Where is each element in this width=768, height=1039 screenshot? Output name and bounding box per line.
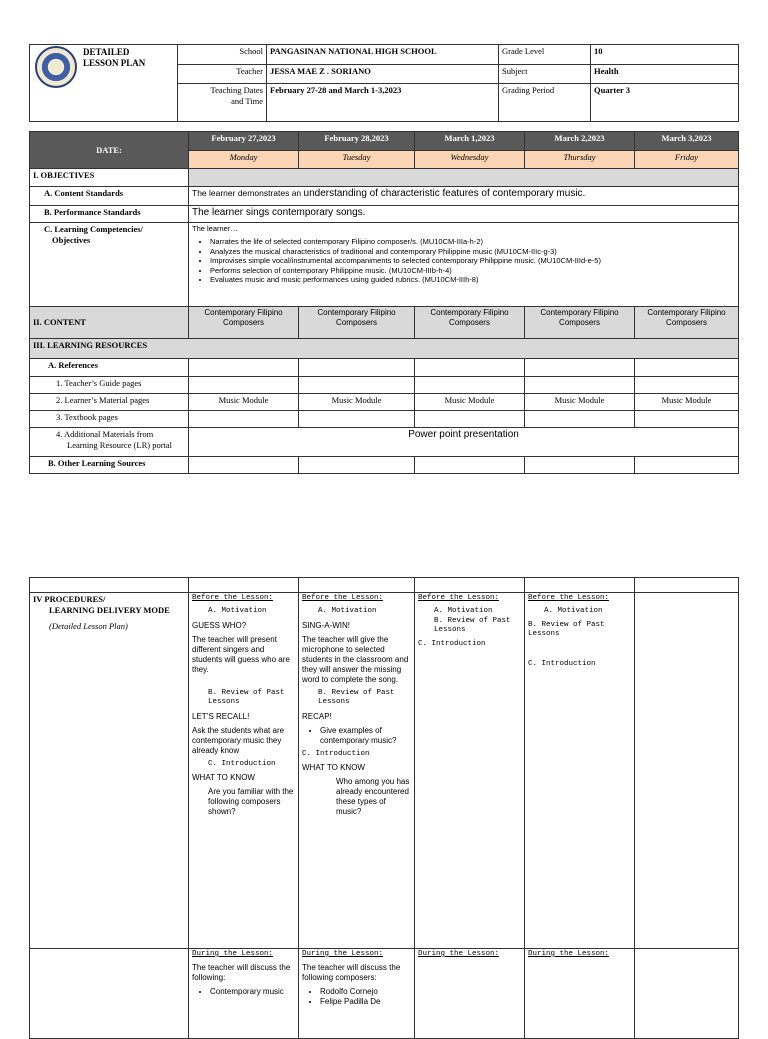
competencies-intro: The learner… — [192, 224, 238, 233]
deped-seal-icon — [35, 46, 77, 88]
motivation-tue: A. Motivation — [318, 607, 377, 616]
during-lesson-mon: During the Lesson: — [192, 950, 274, 958]
textbook-label: 3. Textbook pages — [30, 411, 189, 428]
references-label: A. References — [30, 359, 189, 377]
music-module-fri: Music Module — [635, 394, 739, 411]
date-col-4: March 2,2023 — [525, 132, 635, 151]
competencies-label-line1: C. Learning Competencies/ — [44, 224, 143, 234]
subject-label: Subject — [499, 65, 591, 84]
review-tue: B. Review of Past Lessons — [318, 688, 395, 707]
cell — [189, 377, 299, 394]
procedures-label-line1: IV PROCEDURES/ — [33, 594, 106, 604]
procedures-wednesday — [415, 593, 525, 949]
mon-activity-text: The teacher will present different singers and students will guess who are they. — [192, 634, 290, 674]
cell — [635, 457, 739, 474]
procedures-thursday — [525, 593, 635, 949]
motivation-thu: A. Motivation — [544, 607, 603, 616]
cell — [299, 578, 415, 593]
dates-value: February 27-28 and March 1-3,2023 — [267, 84, 499, 122]
date-col-3: March 1,2023 — [415, 132, 525, 151]
header-table — [29, 44, 739, 122]
ppt-value: Power point presentation — [189, 428, 739, 457]
cell — [30, 949, 189, 1039]
dates-label — [178, 84, 267, 122]
intro-thu: C. Introduction — [528, 659, 596, 668]
dates-label-line2: and Time — [231, 95, 263, 106]
subject-value: Health — [591, 65, 739, 84]
cell — [299, 359, 415, 377]
date-col-1: February 27,2023 — [189, 132, 299, 151]
tue-during-list — [302, 987, 411, 1007]
cell — [635, 949, 739, 1039]
procedures-monday — [189, 593, 299, 949]
doc-title-line1: DETAILED — [83, 47, 130, 57]
during-lesson-tue: During the Lesson: — [302, 950, 384, 958]
cell — [299, 457, 415, 474]
review-thu: B. Review of Past Lessons — [528, 620, 605, 639]
content-standards-value-b: understanding of characteristic features of contemporary music. — [303, 188, 586, 199]
competency-item: • Evaluates music and music performances using guided rubrics. (MU10CM-IIIh-8) — [210, 275, 735, 284]
day-col-1: Monday — [189, 151, 299, 169]
music-module-thu: Music Module — [525, 394, 635, 411]
cell — [415, 457, 525, 474]
competencies-label — [30, 223, 189, 307]
music-module-mon: Music Module — [189, 394, 299, 411]
during-wednesday — [415, 949, 525, 1039]
resources-heading: III. LEARNING RESOURCES — [30, 339, 739, 359]
cell — [415, 359, 525, 377]
review-mon: B. Review of Past Lessons — [208, 688, 285, 707]
mon-recall-text: Ask the students what are contemporary music they already know — [192, 725, 285, 755]
day-col-5: Friday — [635, 151, 739, 169]
cell — [299, 411, 415, 428]
intro-tue: C. Introduction — [302, 749, 370, 758]
motivation-mon: A. Motivation — [208, 607, 267, 616]
school-label: School — [178, 45, 267, 65]
before-lesson-mon: Before the Lesson: — [192, 594, 274, 602]
other-sources-label: B. Other Learning Sources — [30, 457, 189, 474]
date-col-2: February 28,2023 — [299, 132, 415, 151]
cell — [525, 578, 635, 593]
mon-know-text: Are you familiar with the following composers shown? — [208, 786, 294, 816]
doc-title-line2: LESSON PLAN — [83, 58, 146, 69]
procedures-table — [29, 577, 739, 1039]
teachers-guide-label: 1. Teacher’s Guide pages — [30, 377, 189, 394]
cell — [415, 578, 525, 593]
cell — [415, 411, 525, 428]
competency-item: • Performs selection of contemporary Philippine music. (MU10CM-IIIb-h-4) — [210, 266, 735, 275]
cell — [525, 457, 635, 474]
cell — [635, 377, 739, 394]
additional-materials-line1: 4. Additional Materials from — [56, 429, 154, 439]
performance-standards-label: B. Performance Standards — [30, 206, 189, 223]
before-lesson-thu: Before the Lesson: — [528, 594, 610, 602]
procedures-sub: (Detailed Lesson Plan) — [49, 621, 128, 632]
mon-during-list — [192, 987, 295, 997]
during-thursday — [525, 949, 635, 1039]
motivation-wed: A. Motivation — [434, 607, 493, 616]
date-label: DATE: — [30, 132, 189, 169]
procedures-label-line2: LEARNING DELIVERY MODE — [49, 604, 170, 615]
during-lesson-wed: During the Lesson: — [418, 950, 500, 958]
procedures-friday — [635, 593, 739, 949]
procedures-label — [30, 593, 189, 949]
date-col-5: March 3,2023 — [635, 132, 739, 151]
tue-know-text: Who among you has already encountered these types of music? — [336, 776, 410, 816]
teacher-value: JESSA MAE Z . SORIANO — [267, 65, 499, 84]
cell — [189, 578, 299, 593]
cell — [30, 578, 189, 593]
mon-know-title: WHAT TO KNOW — [192, 772, 255, 782]
cell — [635, 359, 739, 377]
cell — [189, 457, 299, 474]
competency-item: • Improvises simple vocal/instrumental accompaniments to selected contemporary Philippine music. (MU10CM-IIId-e-5) — [210, 256, 735, 265]
tue-activity-title: SING-A-WIN! — [302, 620, 350, 630]
content-standards-value — [189, 187, 739, 206]
cell — [525, 377, 635, 394]
period-label: Grading Period — [499, 84, 591, 122]
additional-materials-label — [30, 428, 189, 457]
tue-recap-title: RECAP! — [302, 711, 332, 721]
cell — [189, 359, 299, 377]
tue-during-item: • Rodolfo Cornejo — [320, 987, 411, 997]
before-lesson-wed: Before the Lesson: — [418, 594, 500, 602]
tue-during-text: The teacher will discuss the following composers: — [302, 963, 401, 983]
objectives-fill — [189, 169, 739, 187]
cell — [525, 411, 635, 428]
cell — [415, 377, 525, 394]
content-value-wed: Contemporary Filipino Composers — [415, 307, 525, 339]
tue-activity-text: The teacher will give the microphone to selected students in the classroom and they will answer the missing word to complete the song. — [302, 634, 409, 684]
cell — [635, 411, 739, 428]
grade-label: Grade Level — [499, 45, 591, 65]
period-value: Quarter 3 — [591, 84, 739, 122]
dates-label-line1: Teaching Dates — [210, 85, 263, 95]
cell — [525, 359, 635, 377]
school-value: PANGASINAN NATIONAL HIGH SCHOOL — [267, 45, 499, 65]
competency-item: • Analyzes the musical characteristics of traditional and contemporary Philippine music (MU10CM-IIIc-g-3) — [210, 247, 735, 256]
performance-standards-value: The learner sings contemporary songs. — [189, 206, 739, 223]
tue-during-item: • Felipe Padilla De — [320, 997, 411, 1007]
day-col-3: Wednesday — [415, 151, 525, 169]
mon-during-item: • Contemporary music — [210, 987, 295, 997]
intro-mon: C. Introduction — [208, 759, 276, 768]
cell — [635, 578, 739, 593]
additional-materials-line2: Learning Resource (LR) portal — [67, 439, 173, 450]
mon-during-text: The teacher will discuss the following: — [192, 963, 291, 983]
tue-recap-list — [302, 726, 411, 746]
grade-value: 10 — [591, 45, 739, 65]
procedures-tuesday — [299, 593, 415, 949]
during-lesson-thu: During the Lesson: — [528, 950, 610, 958]
cell — [299, 377, 415, 394]
competencies-list — [192, 237, 735, 284]
mon-recall-title: LET’S RECALL! — [192, 711, 250, 721]
teacher-label: Teacher — [178, 65, 267, 84]
tue-know-title: WHAT TO KNOW — [302, 762, 365, 772]
content-heading: II. CONTENT — [30, 307, 189, 339]
header-logo-cell — [30, 45, 178, 122]
content-value-mon: Contemporary Filipino Composers — [189, 307, 299, 339]
competency-item: • Narrates the life of selected contemporary Filipino composer/s. (MU10CM-IIIa-h-2) — [210, 237, 735, 246]
tue-recap-item: • Give examples of contemporary music? — [320, 726, 411, 746]
during-tuesday — [299, 949, 415, 1039]
day-col-4: Thursday — [525, 151, 635, 169]
music-module-tue: Music Module — [299, 394, 415, 411]
before-lesson-tue: Before the Lesson: — [302, 594, 384, 602]
day-col-2: Tuesday — [299, 151, 415, 169]
content-value-fri: Contemporary Filipino Composers — [635, 307, 739, 339]
content-value-tue: Contemporary Filipino Composers — [299, 307, 415, 339]
cell — [189, 411, 299, 428]
during-monday — [189, 949, 299, 1039]
content-standards-label: A. Content Standards — [30, 187, 189, 206]
content-value-thu: Contemporary Filipino Composers — [525, 307, 635, 339]
mon-activity-title: GUESS WHO? — [192, 620, 247, 630]
content-standards-value-a: The learner demonstrates an — [192, 188, 304, 198]
learners-material-label: 2. Learner’s Material pages — [30, 394, 189, 411]
competencies-value — [189, 223, 739, 307]
plan-table — [29, 131, 739, 474]
intro-wed: C. Introduction — [418, 639, 486, 648]
music-module-wed: Music Module — [415, 394, 525, 411]
objectives-heading: I. OBJECTIVES — [30, 169, 189, 187]
competencies-label-line2: Objectives — [52, 234, 91, 245]
review-wed: B. Review of Past Lessons — [434, 616, 511, 635]
